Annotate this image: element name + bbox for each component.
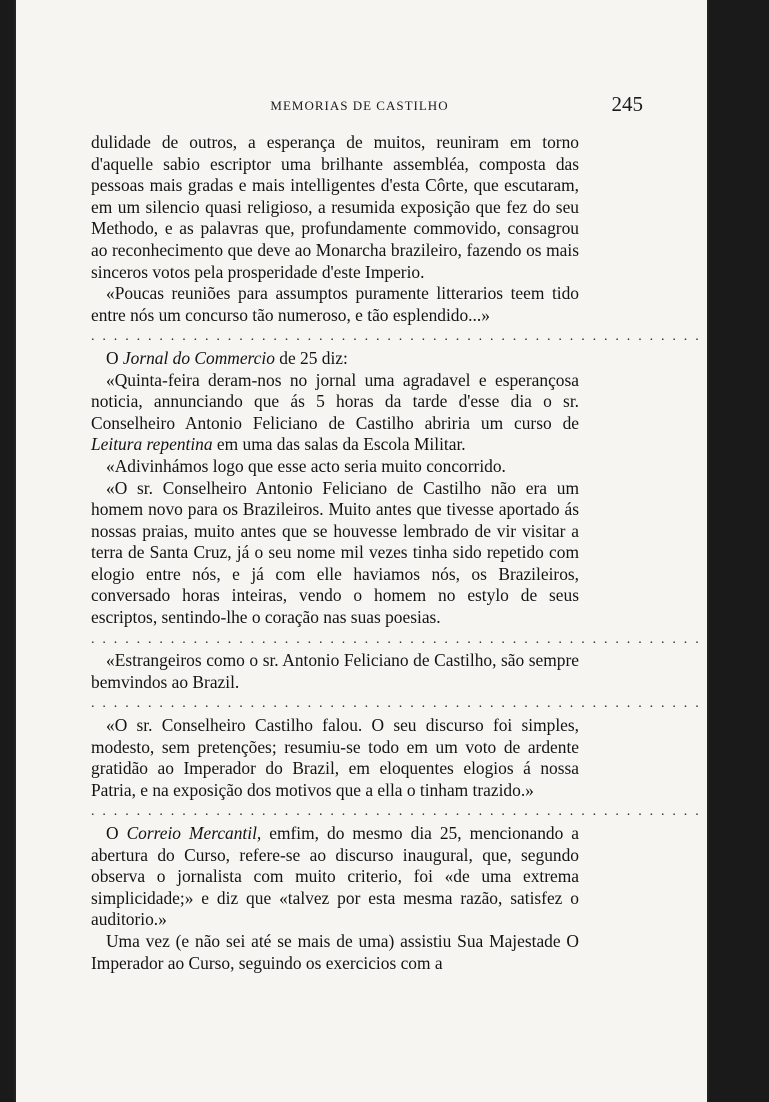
course-title: Leitura repentina: [91, 434, 213, 455]
ellipsis-separator: . . . . . . . . . . . . . . . . . . . . . . . . . . . . . . . . . . . . . . . . . . . . . . . . . . . . . . . . . . . .: [91, 329, 769, 345]
page-header: [76, 92, 643, 122]
body-text: [91, 132, 769, 974]
running-title: MEMORIAS DE CASTILHO: [270, 98, 449, 113]
paragraph-adivinhamos: «Adivinhámos logo que esse acto seria muito concorrido.: [106, 455, 506, 476]
newspaper-title: Correio Mercantil,: [126, 823, 262, 843]
paragraph-discurso: «O sr. Conselheiro Castilho falou. O seu discurso foi simples, modesto, sem pretenções; resumiu-se todo em um voto de ardente gratidão ao Imperador do Brazil, em eloquentes elogios á nossa Patria, e na exposição dos motivos que a ella o tinham trazido.»: [91, 715, 579, 800]
newspaper-title: Jornal do Commercio: [122, 347, 275, 368]
ellipsis-separator: . . . . . . . . . . . . . . . . . . . . . . . . . . . . . . . . . . . . . . . . . . . . . . . . . . . . . . . . . . . .: [91, 696, 769, 712]
paragraph-quinta-feira: «Quinta-feira deram-nos no jornal uma agradavel e esperançosa noticia, annunciando que ás 5 horas da tarde d'esse dia o sr. Conselheiro Antonio Feliciano de Castilho abriria um curso de Leitura repentina em uma das salas da Escola Militar.: [91, 369, 579, 455]
paragraph-conselheiro-novo: «O sr. Conselheiro Antonio Feliciano de Castilho não era um homem novo para os Brazileiros. Muito antes que tivesse aportado ás nossas praias, muito antes que se houvesse lembrado de vir visitar a terra de Santa Cruz, já o seu nome mil vezes tinha sido repetido com elogio entre nós, e já com elle haviamos nós, os Brazileiros, conversado horas inteiras, vendo o homem no estylo de seus escriptos, sentindo-lhe o coração nas suas poesias.: [91, 477, 579, 628]
paragraph-jornal-commercio: O Jornal do Commercio de 25 diz:: [106, 347, 348, 368]
book-page: [14, 0, 769, 1102]
page-number: 245: [611, 92, 643, 116]
ellipsis-separator: . . . . . . . . . . . . . . . . . . . . . . . . . . . . . . . . . . . . . . . . . . . . . . . . . . . . . . . . . . . .: [91, 804, 769, 820]
paragraph-majestade: Uma vez (e não sei até se mais de uma) assistiu Sua Majestade O Imperador ao Curso, seguindo os exercicios com a: [91, 930, 579, 973]
paragraph-estrangeiros: «Estrangeiros como o sr. Antonio Feliciano de Castilho, são sempre bemvindos ao Brazil.: [91, 650, 579, 692]
paragraph-correio-mercantil: O Correio Mercantil, emfim, do mesmo dia 25, mencionando a abertura do Curso, refere-se ao discurso inaugural, que, segundo observa o jornalista com muito criterio, foi «de uma extrema simplicidade;» e diz que «talvez por esta mesma razão, satisfez o auditorio.»: [91, 823, 579, 930]
ellipsis-separator: . . . . . . . . . . . . . . . . . . . . . . . . . . . . . . . . . . . . . . . . . . . . . . . . . . . . . . . . . . . .: [91, 631, 769, 647]
paragraph-continuation: dulidade de outros, a esperança de muitos, reuniram em torno d'aquelle sabio escriptor uma brilhante assembléa, composta das pessoas mais gradas e mais intelligentes d'esta Côrte, que escutaram, em um silencio quasi religioso, a resumida exposição que fez do seu Methodo, e as palavras que, profundamente commovido, consagrou ao reconhecimento que deve ao Monarcha brazileiro, fazendo os mais sinceros votos pela prosperidade d'este Imperio.: [91, 132, 579, 282]
paragraph-quote-poucas: «Poucas reuniões para assumptos puramente litterarios teem tido entre nós um concurso tão numeroso, e tão esplendido...»: [91, 283, 579, 325]
